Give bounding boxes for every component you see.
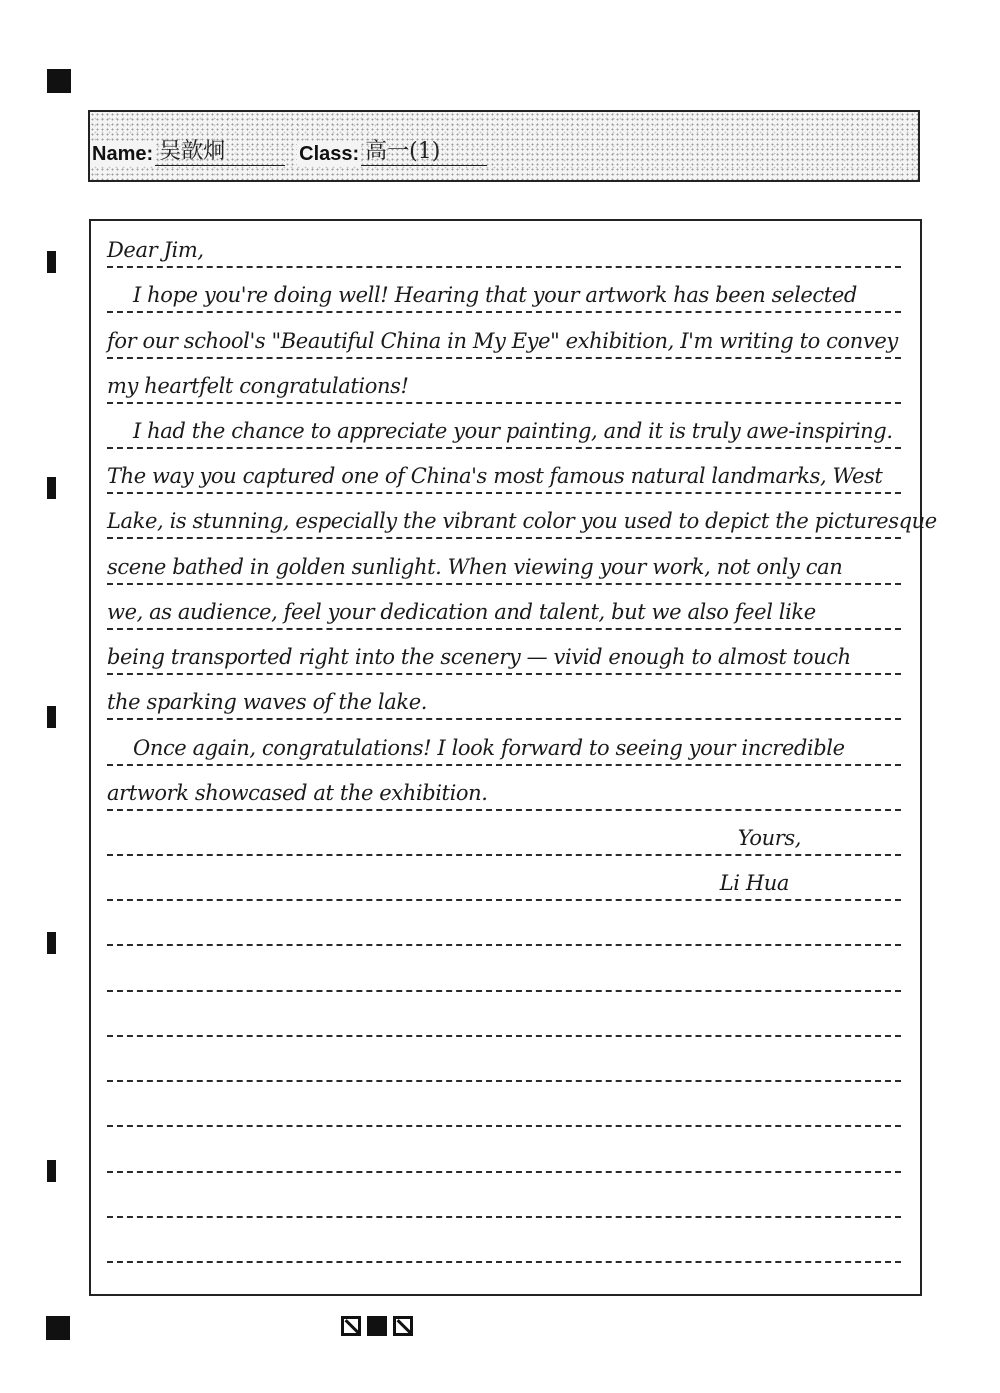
blank-ruled-line bbox=[107, 914, 901, 946]
blank-ruled-line bbox=[107, 1005, 901, 1037]
student-info-header bbox=[88, 110, 920, 182]
blank-ruled-line bbox=[107, 1231, 901, 1263]
letter-line: scene bathed in golden sunlight. When viewing your work, not only can bbox=[107, 553, 901, 585]
student-info-row bbox=[90, 134, 499, 166]
letter-line: I had the chance to appreciate your painting, and it is truly awe-inspiring. bbox=[107, 417, 901, 449]
class-label: Class: bbox=[299, 143, 360, 165]
blank-ruled-line bbox=[107, 1186, 901, 1218]
side-registration-mark bbox=[47, 477, 56, 499]
letter-closing: Yours, bbox=[107, 824, 901, 856]
side-registration-mark bbox=[47, 251, 56, 273]
name-label: Name: bbox=[92, 143, 154, 165]
option-box-filled[interactable] bbox=[367, 1316, 387, 1336]
blank-ruled-line bbox=[107, 960, 901, 992]
letter-line: being transported right into the scenery — vivid enough to almost touch bbox=[107, 643, 901, 675]
blank-ruled-line bbox=[107, 1095, 901, 1127]
side-registration-mark bbox=[47, 932, 56, 954]
option-box-slashed[interactable] bbox=[341, 1316, 361, 1336]
corner-registration-mark-top-left bbox=[47, 69, 71, 93]
side-registration-mark bbox=[47, 706, 56, 728]
corner-registration-mark-bottom-left bbox=[46, 1316, 70, 1340]
bottom-option-boxes bbox=[341, 1316, 413, 1336]
class-field[interactable]: 高一(1) bbox=[361, 134, 487, 166]
letter-line: the sparking waves of the lake. bbox=[107, 688, 901, 720]
letter-line: Lake, is stunning, especially the vibrant color you used to depict the picturesque bbox=[107, 507, 901, 539]
letter-line: for our school's "Beautiful China in My Eye" exhibition, I'm writing to convey bbox=[107, 327, 901, 359]
letter-line: I hope you're doing well! Hearing that your artwork has been selected bbox=[107, 281, 901, 313]
letter-signature: Li Hua bbox=[107, 869, 901, 901]
blank-ruled-line bbox=[107, 1050, 901, 1082]
letter-line: The way you captured one of China's most famous natural landmarks, West bbox=[107, 462, 901, 494]
option-box-slashed[interactable] bbox=[393, 1316, 413, 1336]
letter-line: we, as audience, feel your dedication and talent, but we also feel like bbox=[107, 598, 901, 630]
side-registration-mark bbox=[47, 1160, 56, 1182]
blank-ruled-line bbox=[107, 1141, 901, 1173]
letter-line: artwork showcased at the exhibition. bbox=[107, 779, 901, 811]
letter-line: my heartfelt congratulations! bbox=[107, 372, 901, 404]
name-field[interactable]: 吴歆炯 bbox=[155, 134, 285, 166]
letter-line: Once again, congratulations! I look forward to seeing your incredible bbox=[107, 734, 901, 766]
letter-salutation: Dear Jim, bbox=[107, 236, 901, 268]
